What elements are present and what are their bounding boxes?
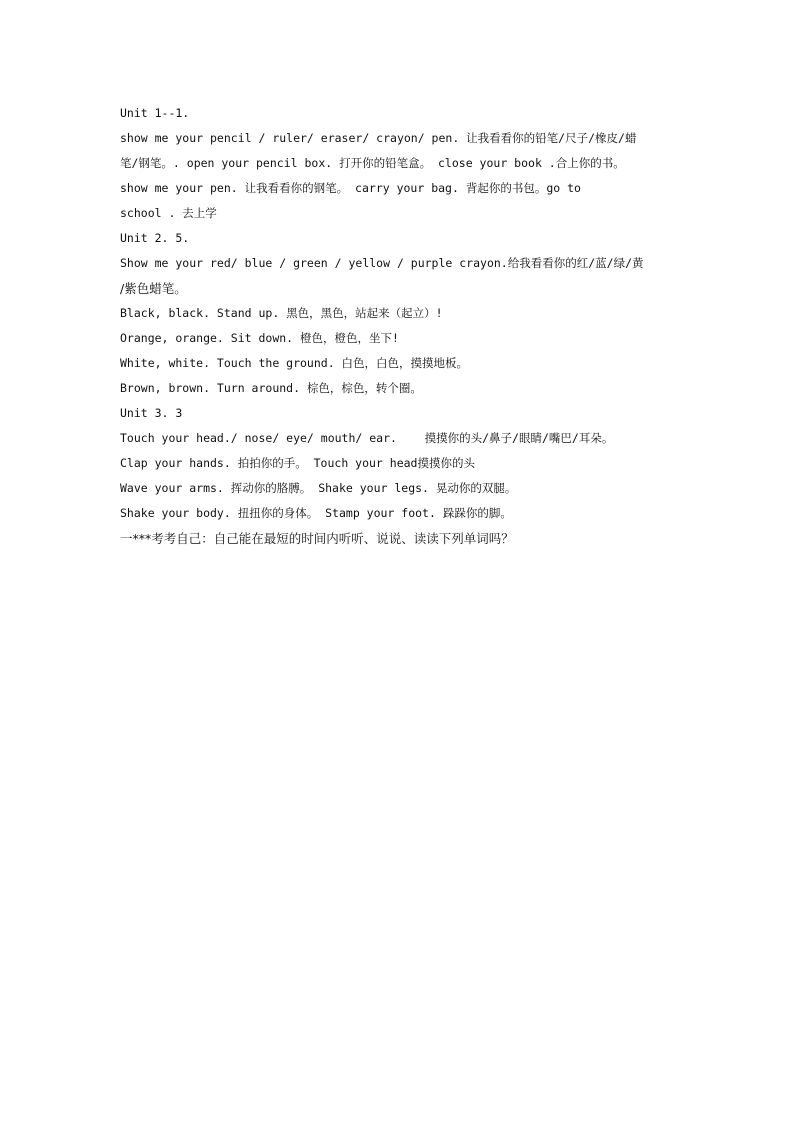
text-line: show me your pencil / ruler/ eraser/ crayon/ pen. 让我看看你的铅笔/尺子/橡皮/蜡 bbox=[120, 131, 637, 145]
document-body bbox=[120, 101, 680, 551]
text-line: Show me your red/ blue / green / yellow / purple crayon.给我看看你的红/蓝/绿/黄 bbox=[120, 256, 644, 270]
text-line: Orange, orange. Sit down. 橙色，橙色，坐下! bbox=[120, 331, 399, 345]
unit-2-heading: Unit 2. 5. bbox=[120, 231, 190, 245]
text-line: school . 去上学 bbox=[120, 206, 217, 220]
text-line: Black, black. Stand up. 黑色，黑色，站起来（起立）! bbox=[120, 306, 443, 320]
text-line: Brown, brown. Turn around. 棕色，棕色，转个圈。 bbox=[120, 381, 422, 395]
text-line: Clap your hands. 拍拍你的手。 Touch your head摸摸你的头 bbox=[120, 456, 475, 470]
self-test-line: 一***考考自己：自己能在最短的时间内听听、说说、读读下列单词吗？ bbox=[120, 531, 514, 546]
text-line: Touch your head./ nose/ eye/ mouth/ ear. 摸摸你的头/鼻子/眼睛/嘴巴/耳朵。 bbox=[120, 431, 614, 445]
unit-3-heading: Unit 3. 3 bbox=[120, 406, 183, 420]
text-line: /紫色蜡笔。 bbox=[120, 281, 187, 296]
text-line: 笔/钢笔。. open your pencil box. 打开你的铅笔盒。 close your book .合上你的书。 bbox=[120, 156, 625, 170]
unit-1-heading: Unit 1--1. bbox=[120, 106, 190, 120]
text-line: White, white. Touch the ground. 白色，白色，摸摸地板。 bbox=[120, 356, 469, 370]
text-line: show me your pen. 让我看看你的钢笔。 carry your bag. 背起你的书包。go to bbox=[120, 181, 581, 195]
text-line: Shake your body. 扭扭你的身体。 Stamp your foot. 跺跺你的脚。 bbox=[120, 506, 512, 520]
text-line: Wave your arms. 挥动你的胳膊。 Shake your legs. 晃动你的双腿。 bbox=[120, 481, 517, 495]
